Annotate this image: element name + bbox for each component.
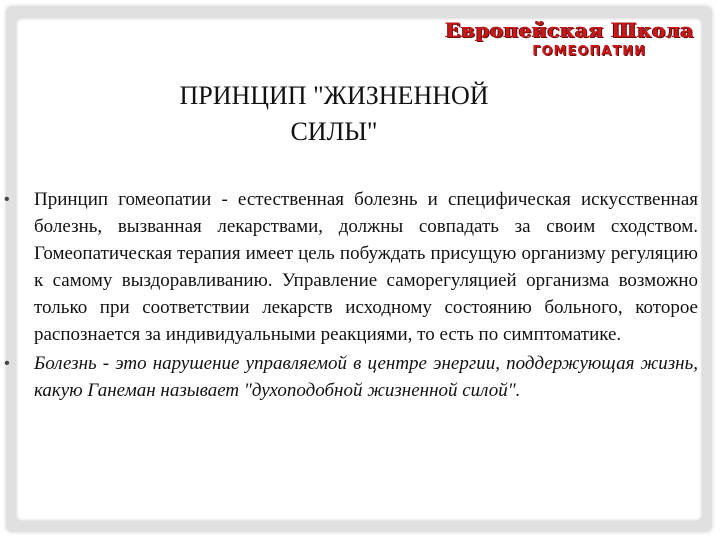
title-line-1: ПРИНЦИП "ЖИЗНЕННОЙ [179,81,489,110]
bullet-item [4,350,698,404]
logo-line-1: Европейская Школа [445,18,694,42]
bullet-text: Принцип гомеопатии - естественная болезнь и специфическая искусственная болезнь, вызванная лекарствами, должны совпадать за своим сходством. Гомеопатическая терапия имеет цель побуждать присущую организму регуляцию к самому выздоравливанию. Управление саморегуляцией организма возможно только при соответствии лекарств исходному состоянию больного, которое распознается за индивидуальными реакциями, то есть по симптоматике. [34,189,698,345]
bullet-list [4,186,698,404]
bullet-item [4,186,698,348]
bullet-text: Болезнь - это нарушение управляемой в центре энергии, поддержующая жизнь, какую Ганеман называет "духоподобной жизненной силой". [34,353,698,401]
school-logo [445,18,694,60]
logo-line-2: ГОМЕОПАТИИ [532,44,646,59]
slide-title [108,78,560,150]
title-line-2: СИЛЫ" [290,117,378,146]
bullet-marker: • [4,355,10,372]
bullet-marker: • [4,191,10,208]
